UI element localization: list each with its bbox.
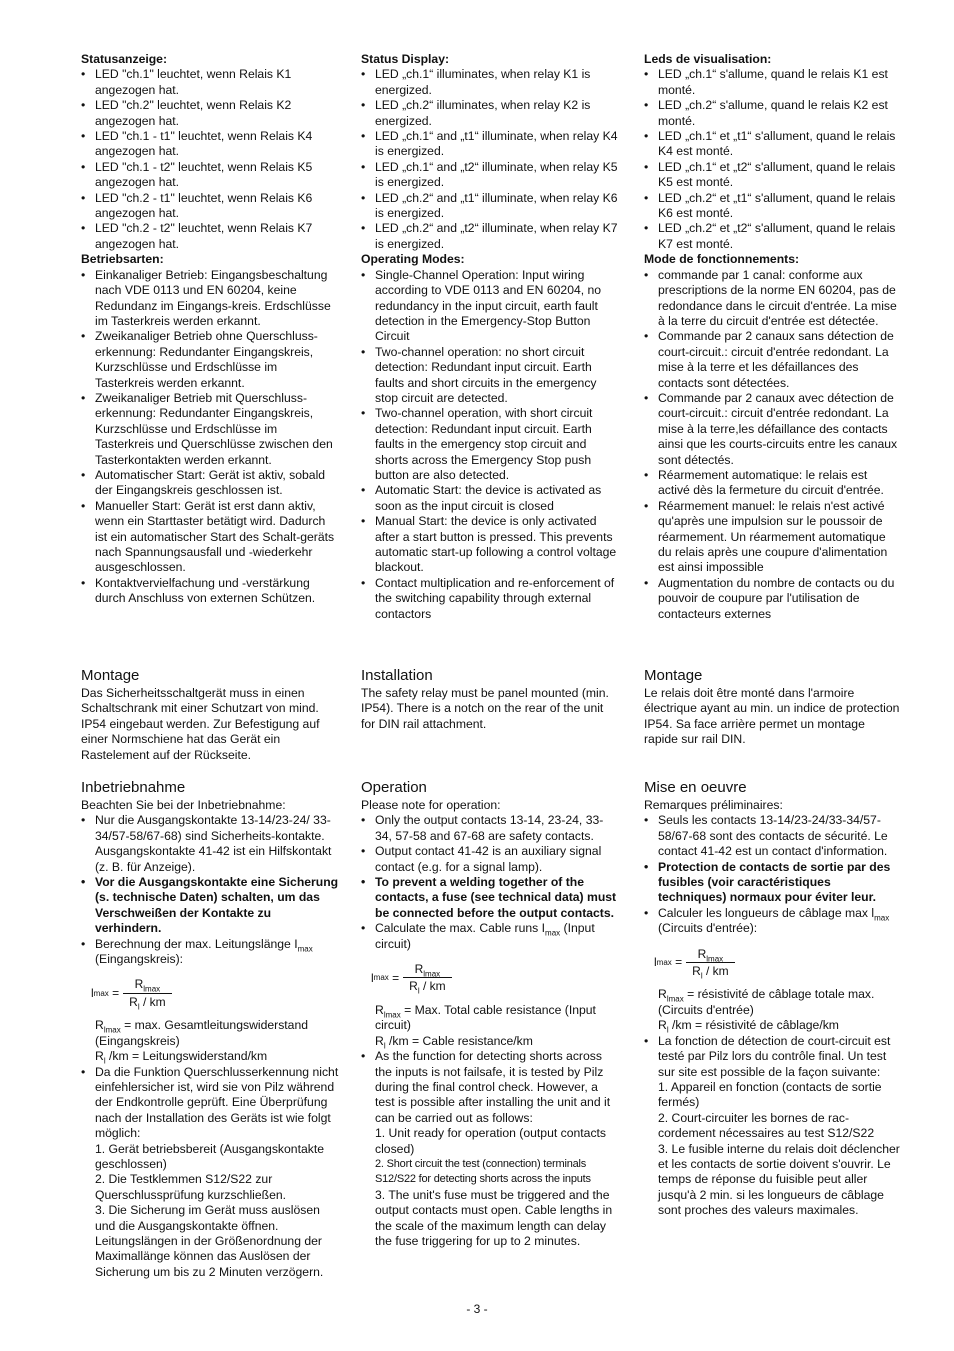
list-item: • Vor die Ausgangskontakte eine Sicherung (s. technische Daten) schalten, um das Verschweißen der Kontakte zu verhindern. bbox=[81, 875, 339, 937]
operation-section bbox=[81, 779, 339, 1280]
montage-section bbox=[81, 667, 339, 763]
list-item: • LED "ch.1 - t1" leuchtet, wenn Relais K4 angezogen hat. bbox=[81, 129, 339, 160]
list-item: • Automatic Start: the device is activated as soon as the input circuit is closed bbox=[361, 483, 619, 514]
list-item: • Only the output contacts 13-14, 23-24, 33-34, 57-58 and 67-68 are safety contacts. bbox=[361, 813, 619, 844]
list-item: • Commande par 2 canaux avec détection de court-circuit.: circuit d'entrée redondant. La mise à la terre,les défaillance des contacts ainsi que les courts-circuits entre les canaux sont détectés. bbox=[644, 391, 902, 468]
list-item: • Protection de contacts de sortie par des fusibles (voir caractéristiques techniques) normaux pour éviter leur. bbox=[644, 860, 902, 906]
status-section bbox=[81, 52, 339, 607]
montage-text: Le relais doit être monté dans l'armoire électrique ayant au min. un indice de protection IP54. Sa face arrière permet un montage rapide sur rail DIN. bbox=[644, 686, 900, 747]
list-item: • LED „ch.1“ and „t1“ illuminate, when relay K4 is energized. bbox=[361, 129, 619, 160]
list-item: • Kontaktvervielfachung und -verstärkung durch Anschluss von externen Schützen. bbox=[81, 576, 339, 607]
status-heading: Statusanzeige: bbox=[81, 52, 168, 66]
status-heading: Status Display: bbox=[361, 52, 450, 66]
list-item: • LED „ch.2“ and „t2“ illuminate, when relay K7 is energized. bbox=[361, 221, 619, 252]
cable-length-formula: l max = $\frac{R_{lmax}}{R_l / km}$ bbox=[371, 962, 619, 995]
list-item: • LED „ch.1“ et „t2“ s'allument, quand le relais K5 est monté. bbox=[644, 160, 902, 191]
installation-text: The safety relay must be panel mounted (min. IP54). There is a notch on the rear of the unit for DIN rail attachment. bbox=[361, 686, 609, 731]
list-item: • LED "ch.2" leuchtet, wenn Relais K2 angezogen hat. bbox=[81, 98, 339, 129]
list-item: • Calculer les longueurs de câblage $\max l_{max}$ (Circuits d'entrée): bbox=[644, 906, 902, 937]
list-item: • Nur die Ausgangskontakte 13-14/23-24/ 33-34/57-58/67-68) sind Sicherheits-kontakte. Ausgangskontakte 41-42 ist ein Hilfskontakt (z. B. für Anzeige). bbox=[81, 813, 339, 875]
section-title: Inbetriebnahme bbox=[81, 779, 186, 796]
status-list bbox=[644, 67, 902, 252]
modes-heading: Mode de fonctionnements: bbox=[644, 252, 800, 267]
list-item: • Single-Channel Operation: Input wiring according to VDE 0113 and EN 60204, no redundancy in the input circuit, earth fault detection in the Emergency-Stop Button Circuit bbox=[361, 268, 619, 345]
modes-list bbox=[81, 268, 339, 607]
status-heading: Leds de visualisation: bbox=[644, 52, 772, 66]
list-item: • commande par 1 canal: conforme aux prescriptions de la norme EN 60204, pas de redondance dans le circuit d'entrée. La mise à la terre du circuit d'entrée est détectée. bbox=[644, 268, 902, 330]
list-item: • LED "ch.1 - t2" leuchtet, wenn Relais K5 angezogen hat. bbox=[81, 160, 339, 191]
list-item: • Manueller Start: Gerät ist erst dann aktiv, wenn ein Starttaster betätigt wird. Dadurch ist ein automatischer Start des Schalt-geräts nach Spannungsausfall und -wiederkehr ausgeschlossen. bbox=[81, 499, 339, 576]
list-item: • Two-channel operation, with short circuit detection: Redundant input circuit. Earth faults in the emergency stop circuit and shorts across the Emergency Stop push button are also detected. bbox=[361, 406, 619, 483]
status-section bbox=[361, 52, 619, 622]
list-item: • Da die Funktion Querschlusserkennung nicht einfehlersicher ist, wird sie von Pilz während der Endkontrolle geprüft. Eine Überprüfung nach der Installation des Geräts ist wie folgt möglich: 1. Gerät betriebsbereit (Ausgangskontakte geschlossen) 2. Die Testklemmen S12/S22 zur Querschlussprüfung kurzschließen. 3. Die Sicherung im Gerät muss auslösen und die Ausgangskontakte öffnen. Leitungslängen in der Größenordnung der Maximallänge können das Auslösen der Sicherung um bis zu 2 Minuten verzögern. bbox=[81, 1065, 339, 1281]
list-item: • LED „ch.1“ and „t2“ illuminate, when relay K5 is energized. bbox=[361, 160, 619, 191]
operation-list bbox=[644, 813, 902, 936]
status-list bbox=[81, 67, 339, 252]
formula-definition: $R_l$ /km = résistivité de câblage/km bbox=[658, 1018, 839, 1035]
section-title: Montage bbox=[644, 667, 703, 684]
formula-definition: $R_l$ /km = Cable resistance/km bbox=[375, 1033, 533, 1051]
operation-section bbox=[361, 779, 619, 1249]
list-item: • LED "ch.2 - t1" leuchtet, wenn Relais K6 angezogen hat. bbox=[81, 191, 339, 222]
section-title: Installation bbox=[361, 667, 433, 684]
list-item: • Einkanaliger Betrieb: Eingangsbeschaltung nach VDE 0113 und EN 60204, keine Redundanz im Eingangs-kreis. Erdschlüsse im Tasterkreis werden erkannt. bbox=[81, 268, 339, 330]
operation-list bbox=[361, 813, 619, 952]
list-item: • LED „ch.1“ s'allume, quand le relais K1 est monté. bbox=[644, 67, 902, 98]
modes-list bbox=[361, 268, 619, 622]
list-item: • LED „ch.2“ et „t1“ s'allument, quand le relais K6 est monté. bbox=[644, 191, 902, 222]
cable-length-formula: l max = $\frac{R_{lmax}}{R_l / km}$ bbox=[91, 977, 339, 1010]
list-item: • Réarmement automatique: le relais est activé dès la fermeture du circuit d'entrée. bbox=[644, 468, 902, 499]
list-item: • Seuls les contacts 13-14/23-24/33-34/57-58/67-68 sont des contacts de sécurité. Le contact 41-42 est un contact d'information. bbox=[644, 813, 902, 859]
list-item: • LED „ch.2“ et „t2“ s'allument, quand le relais K7 est monté. bbox=[644, 221, 902, 252]
list-item: • Two-channel operation: no short circuit detection: Redundant input circuit. Earth faults and short circuits in the emergency stop circuit are detected. bbox=[361, 345, 619, 407]
list-item: • La fonction de détection de court-circuit est testé par Pilz lors du contrôle final. Un test sur site est possible de la façon suivante: 1. Appareil en fonction (contacts de sortie fermés) 2. Court-circuiter les bornes de rac-cordement nécessaires au test S12/S22 3. Le fusible interne du relais doit déclencher et les contacts de sortie doivent s'ouvrir. Le temps de réponse du fuisible peut aller jusqu'à 2 min. si les longueurs de câblage sont proches des valeurs maximales. bbox=[644, 1034, 902, 1219]
modes-heading: Operating Modes: bbox=[361, 252, 465, 267]
list-item: • LED „ch.2“ s'allume, quand le relais K2 est monté. bbox=[644, 98, 902, 129]
formula-definition: $R_{lmax}$ = résistivité de câblage totale max. (Circuits d'entrée) bbox=[658, 987, 875, 1017]
list-item: • Contact multiplication and re-enforcement of the switching capability through external contactors bbox=[361, 576, 619, 622]
list-item: • Réarmement manuel: le relais n'est activé qu'après une impulsion sur le poussoir de réarmement. Un réarmement automatique du relais après une coupure d'alimentation est ainsi impossible bbox=[644, 499, 902, 576]
operation-intro: Please note for operation: bbox=[361, 798, 501, 812]
operation-list bbox=[81, 813, 339, 967]
list-item: • LED „ch.1“ et „t1“ s'allument, quand le relais K4 est monté. bbox=[644, 129, 902, 160]
operation-intro: Remarques préliminaires: bbox=[644, 798, 783, 812]
modes-list bbox=[644, 268, 902, 622]
list-item: • LED „ch.2“ and „t1“ illuminate, when relay K6 is energized. bbox=[361, 191, 619, 222]
list-item: • Zweikanaliger Betrieb mit Querschluss-erkennung: Redundanter Eingangskreis, Kurzschlüsse und Erdschlüsse im Tasterkreis und Querschlüsse zwischen den Tasterkontakten werden erkannt. bbox=[81, 391, 339, 468]
montage-section bbox=[644, 667, 902, 748]
list-item: • Output contact 41-42 is an auxiliary signal contact (e.g. for a signal lamp). bbox=[361, 844, 619, 875]
operation-section bbox=[644, 779, 902, 1219]
list-item: • To prevent a welding together of the contacts, a fuse (see technical data) must be connected before the output contacts. bbox=[361, 875, 619, 921]
page-number: - 3 - bbox=[466, 1302, 488, 1316]
list-item: • As the function for detecting shorts across the inputs is not failsafe, it is tested by Pilz during the final control check. However, a test is possible after installing the unit and it can be carried out as follows: 1. Unit ready for operation (output contacts closed) 2. Short circuit the test (connection) terminals S12/S22 for detecting shorts across the inputs 3. The unit's fuse must be triggered and the output contacts must open. Cable lengths in the scale of the maximum length can delay the fuse triggering for up to 2 minutes. bbox=[361, 1049, 619, 1249]
list-item: • Berechnung der max. Leitungslänge $I_{max}$ (Eingangskreis): bbox=[81, 937, 339, 968]
status-list bbox=[361, 67, 619, 252]
formula-definition: $R_l$ /km = Leitungswiderstand/km bbox=[95, 1049, 268, 1066]
list-item: • Zweikanaliger Betrieb ohne Querschluss-erkennung: Redundanter Eingangskreis, Kurzschlüsse und Erdschlüsse im Tasterkreis werden erkannt. bbox=[81, 329, 339, 391]
operation-intro: Beachten Sie bei der Inbetriebnahme: bbox=[81, 798, 286, 812]
status-section bbox=[644, 52, 902, 622]
list-item: • Calculate the max. Cable runs $I_{max}$ (Input circuit) bbox=[361, 921, 619, 952]
list-item: • Augmentation du nombre de contacts ou du pouvoir de coupure par l'utilisation de contacteurs externes bbox=[644, 576, 902, 622]
section-title: Operation bbox=[361, 779, 427, 796]
montage-text: Das Sicherheitsschaltgerät muss in einen Schaltschrank mit einer Schutzart von mind. IP54 eingebaut werden. Zur Befestigung auf einer Normschiene hat das Gerät ein Rastelement auf der Rückseite. bbox=[81, 686, 320, 762]
formula-definition: $R_{lmax} = \max$. Gesamtleitungswiderstand (Eingangskreis) bbox=[95, 1018, 309, 1048]
section-title: Mise en oeuvre bbox=[644, 779, 747, 796]
list-item: • LED „ch.2“ illuminates, when relay K2 is energized. bbox=[361, 98, 619, 129]
list-item: • Commande par 2 canaux sans détection de court-circuit.: circuit d'entrée redondant. La mise à la terre et les défaillances des contacts sont détectées. bbox=[644, 329, 902, 391]
formula-definition: $R_{lmax}$ = Max. Total cable resistance (Input circuit) bbox=[375, 1002, 596, 1033]
installation-section bbox=[361, 667, 619, 732]
list-item: • Manual Start: the device is only activated after a start button is pressed. This prevents automatic start-up following a control voltage blackout. bbox=[361, 514, 619, 576]
list-item: • LED "ch.2 - t2" leuchtet, wenn Relais K7 angezogen hat. bbox=[81, 221, 339, 252]
cable-length-formula: l max = $\frac{R_{lmax}}{R_l / km}$ bbox=[654, 947, 902, 980]
modes-heading: Betriebsarten: bbox=[81, 252, 164, 267]
list-item: • LED "ch.1" leuchtet, wenn Relais K1 angezogen hat. bbox=[81, 67, 339, 98]
list-item: • LED „ch.1“ illuminates, when relay K1 is energized. bbox=[361, 67, 619, 98]
section-title: Montage bbox=[81, 667, 140, 684]
list-item: • Automatischer Start: Gerät ist aktiv, sobald der Eingangskreis geschlossen ist. bbox=[81, 468, 339, 499]
